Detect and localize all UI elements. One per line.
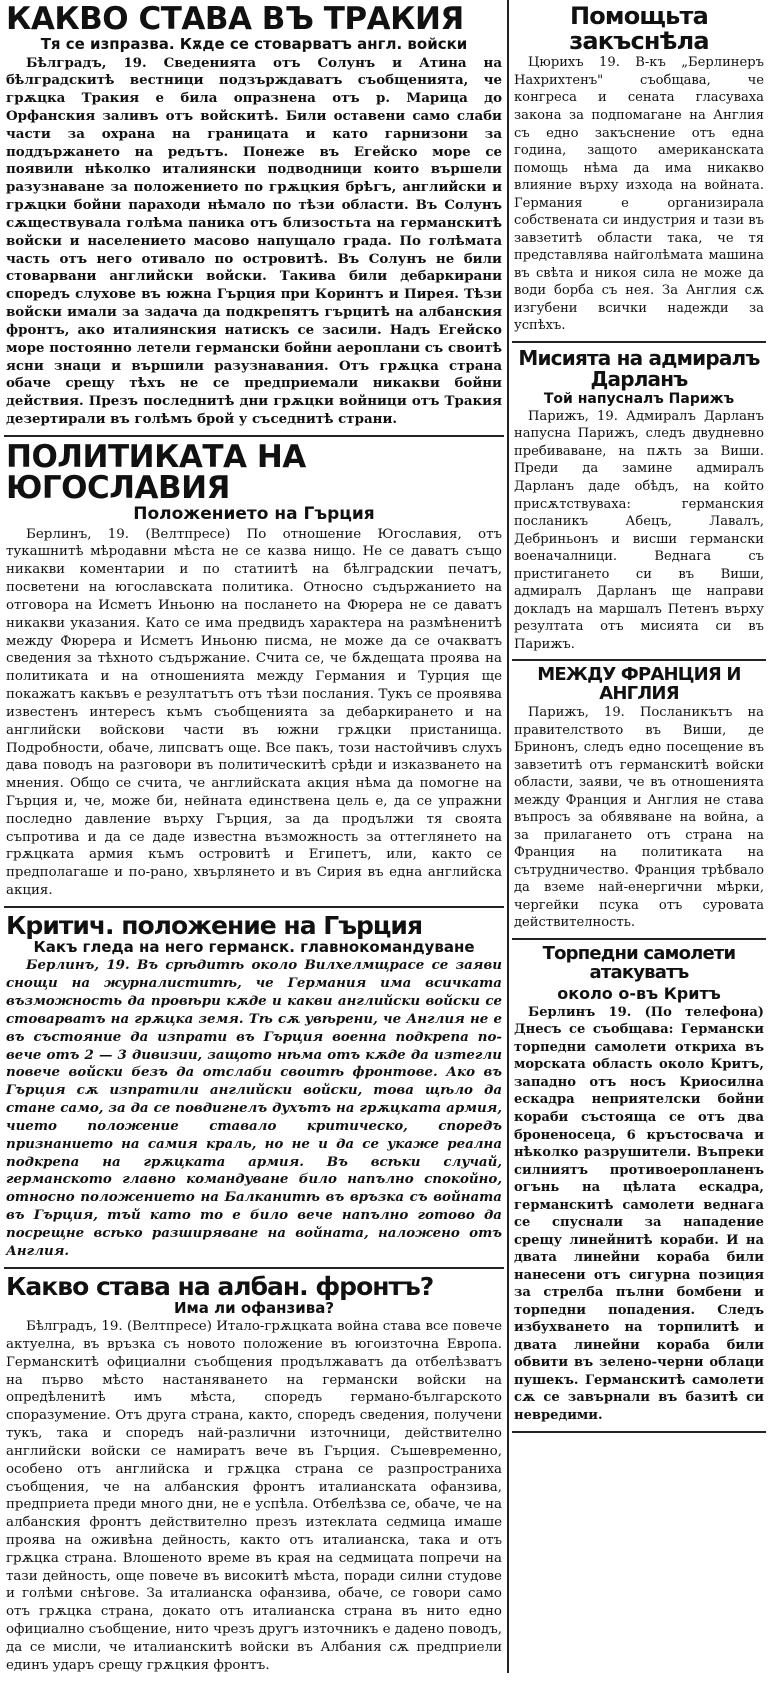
article-body: Парижъ, 19. Посланикътъ на правителството въ Виши, де Бринонъ, следъ едно посещение въ завзетитѣ отъ германскитѣ войски области, заяви, че въ отношенията между Франция и Англия не става въпросъ за обявяване на война, а за прилагането отъ страна на Франция на политиката на сътрудничество. Франция трѣбвало да вземе най-енергични мѣрки, чергейки псука отъ суровата действителность.: [514, 705, 764, 931]
article-subtitle: Има ли офанзива?: [173, 1298, 335, 1317]
article-body: Цюрихъ 19. В-къ „Берлинеръ Нахрихтенъ" съобщава, че конгреса и сената гласуваха закона за подпомагане на Англия съ едно закъснение отъ една година, защото американската помощь нѣма да има никакво влияние върху изхода на войната. Германия е организирала собствената си индустрия и тази въ завзетитѣ области така, че тя представлява найголѣмата машина въ свѣта и никоя сила не може да води борба съ нея. За Англия сѫ изгубени всички надежди за успѣхъ.: [514, 55, 764, 334]
article-help-late: [512, 2, 766, 343]
article-thrace: [4, 2, 504, 437]
article-albanian-front: [4, 1272, 504, 1681]
article-body: Бѣлградъ, 19. (Велтпресе) Итало-грѫцката война става все повече актуелна, въ връзка съ новото положение въ югоизточна Европа. Германскитѣ официални съобщения продължаватъ да отбелѣзватъ на първо мѣсто настаняването на германски войски на опредѣленитѣ имъ мѣста, споредъ германо-българското споразумение. Отъ друга страна, както, споредъ сведения, получени тукъ, така и споредъ най-различни източници, действително английски войски се намиратъ вече въ Гърция. Съшевременно, особено отъ английска и грѫцка страна се разпространиха съобщения, че на албанския фронтъ италианската офанзива, предприета преди много дни, не е успѣла. Отбелѣзва се, обаче, че на албанския фронтъ действително презъ изтеклата седмица имаше проява на оживѣна дейность, както отъ италианска, така и отъ грѫцка страна. Влошеното време въ края на седмицата попречи на тази дейность, още повече въ високитѣ мѣста, поради силни студове и голѣми снѣгове. За италианска офанзива, обаче, се говори само отъ грѫцка страна, докато отъ италианска страна въ нито едно официално съобщение, нито чрезъ другъ източникъ е дадено поводъ, да се мисли, че италианскитѣ войски въ Албания сѫ предприели единъ ударъ срещу грѫцкия фронтъ.: [6, 1319, 503, 1673]
article-title: Помощьта закъснѣла: [569, 2, 709, 56]
article-subtitle: Положението на Гърция: [133, 503, 375, 524]
article-body: Берлинъ, 19. Въ срѣдитѣ около Вилхелмщрасе се заяви снощи на журналиститѣ, че Германия има всичката възможность да провѣри кѫде и какви английски войски се стоварватъ на грѫцка земя. Тѣ сѫ увѣрени, че Англия не е въ състояние да изпрати въ Гърция военна подкрепа по-вече отъ 2 — 3 дивизии, защото нѣма отъ кѫде да изтегли повече войски безъ да отслаби своитѣ фронтове. Ако въ Гърция сѫ изпратили английски войски, това щѣло да стане само, за да се повдигнелъ духътъ на грѫцката армия, чието положение ставало критическо, споредъ признанието на самия краль, но не и да се укаже реална подкрепа на грѫцката армия. Въ всѣки случай, германското главно командуване било напълно спокойно, относно положението на Балканитѣ въ връзка съ войната въ Гърция, тъй като то е било вече напълно готово да посрещне всѣко разширяване на войната, наложено отъ Англия.: [6, 957, 502, 1259]
article-france-england: [512, 664, 766, 940]
left-column: [4, 2, 504, 1684]
article-subtitle: около о-въ Критъ: [557, 983, 721, 1003]
right-column: [512, 2, 766, 1436]
article-body: Парижъ, 19. Адмиралъ Дарланъ напусна Парижъ, следъ двудневно пребиваване, на пѫть за Виши. Преди да замине адмиралъ Дарланъ даде обѣдъ, на който присѫтствуваха: германския посланикъ Абецъ, Лавалъ, Дебриньонъ и висши германски военачалници. Веднага съ пристигането си въ Виши, адмиралъ Дарланъ ще направи докладъ на маршалъ Петенъ върху резултата отъ мисията си въ Парижъ.: [514, 408, 764, 652]
article-greece-critical: [4, 911, 504, 1269]
article-subtitle: Той напусналъ Парижъ: [543, 390, 735, 407]
article-body: Берлинъ 19. (По телефона) Днесъ се съобщава: Германски торпедни самолети откриха въ морската область около Критъ, западно отъ носъ Криосилна ескадра неприятелски бойни кораби състояща се отъ два броненосеца, 6 кръстосвача и нѣколко разрушители. Въпреки силниятъ противоеропланенъ огънь на цѣлата ескадра, германскитѣ самолети веднага се спуснали за нападение срещу линейнитѣ кораби. И на двата линейни кораба били нанесени отъ сигурна позиция за стрелба пълни бомбени и торпедни попадения. Следъ избухването на торпилитѣ и двата линейни кораба били обвити въ зелено-черни облаци пушекъ. Германскитѣ самолети сѫ се завърнали въ базитѣ си невредими.: [514, 1004, 764, 1423]
article-subtitle: Тя се изпразва. Кѫде се стоварватъ англ. войски: [40, 35, 468, 53]
article-body: Бѣлградъ, 19. Сведенията отъ Солунъ и Атина на бѣлградскитѣ вестници подзърждаватъ съобщенията, че грѫцка Тракия е била опразнена отъ р. Марица до Орфанския заливъ отъ войскитѣ. Били оставени само слаби части за охрана на границата и като гарнизони за поддържането на редътъ. Понеже въ Егейско море се появили нѣколко италиянски подводници които вършели разузнаване за положението по грѫцкия брѣгъ, английски и грѫцки бойни параходи нѣмало по тѣзи области. Въ Солунъ сѫществувала голѣма паника отъ близостьта на германскитѣ войски и населението масово напущало града. По голѣмата часть отъ него отивало по островитѣ. Въ Солунъ не били стоварвани английски войски. Такива били дебаркирани споредъ слухове въ южна Гърция при Коринтъ и Пирея. Тѣзи войски имали за задача да подкрепятъ гърцитѣ на албанския фронтъ, ако италиянския натискъ се засили. Надъ Егейско море постоянно летели германски бойни аероплани съ своитѣ ясни знаци и вършили разузнавания. Отъ грѫцка страна обаче срещу тѣхъ не се предприемали никакви бойни действия. Презъ последнитѣ дни грѫцки войници отъ Тракия дезертирали въ голѣмъ брой у съседнитѣ страни.: [6, 54, 502, 428]
article-title: МЕЖДУ ФРАНЦИЯ И АНГЛИЯ: [537, 664, 741, 705]
article-yugoslavia: [4, 440, 504, 908]
article-title: Критич. положение на Гърция: [6, 910, 422, 940]
column-divider: [507, 0, 509, 1673]
article-darlan: [512, 346, 766, 661]
article-subtitle: Какъ гледа на него германск. главнокомандуване: [33, 937, 475, 956]
article-title: Торпедни самолети атакуватъ: [542, 943, 736, 983]
article-title: Мисията на адмиралъ Дарланъ: [518, 345, 760, 391]
article-title: КАКВО СТАВА ВЪ ТРАКИЯ: [6, 1, 464, 37]
article-title: Какво става на албан. фронтъ?: [6, 1271, 434, 1301]
article-title: ПОЛИТИКАТА НА ЮГОСЛАВИЯ: [6, 438, 306, 506]
article-torpedo-planes: [512, 943, 766, 1433]
article-body: Берлинъ, 19. (Велтпресе) По отношение Югославия, отъ тукашнитѣ мѣродавни мѣста не се казва нищо. Не се даватъ също никакви коментарии и по статиитѣ на бѣлградскии печатъ, посветени на югославската политика. Относно съдържанието на отговора на Исметъ Иньоню на послането на Фюрера не се даватъ никакви указания. Като се има предвидъ характера на размѣненитѣ между Фюрера и Исметъ Иньоню писма, не може да се очакватъ сведения за тѣхното съдържание. Счита се, че бѫдещата проява на политиката и на отношенията между Германия и Турция ще покажатъ какъвъ е резултатътъ отъ тѣзи послания. Тукъ се проявява известенъ интересъ къмъ съобщенията за дебаркирането и на английски войскови части въ южни грѫцки пристанища. Подробности, обаче, липсватъ още. Все пакъ, този настойчивъ слухъ дава поводъ на разговори въ политическитѣ срѣди и изказването на мнения. Общо се счита, че английската акция нѣма да помогне на Гърция и, че, може би, нейната единствена цель е, да се упражни последно давление върху Гърция, за да продължи тя своята съпротива и да се даде известна възможность за оттеглянето на грѫцката армия къмъ островитѣ и Египетъ, или, както се предполагаше и по-рано, хвърлянето и въ Сирия въ една английска акция.: [6, 526, 502, 899]
